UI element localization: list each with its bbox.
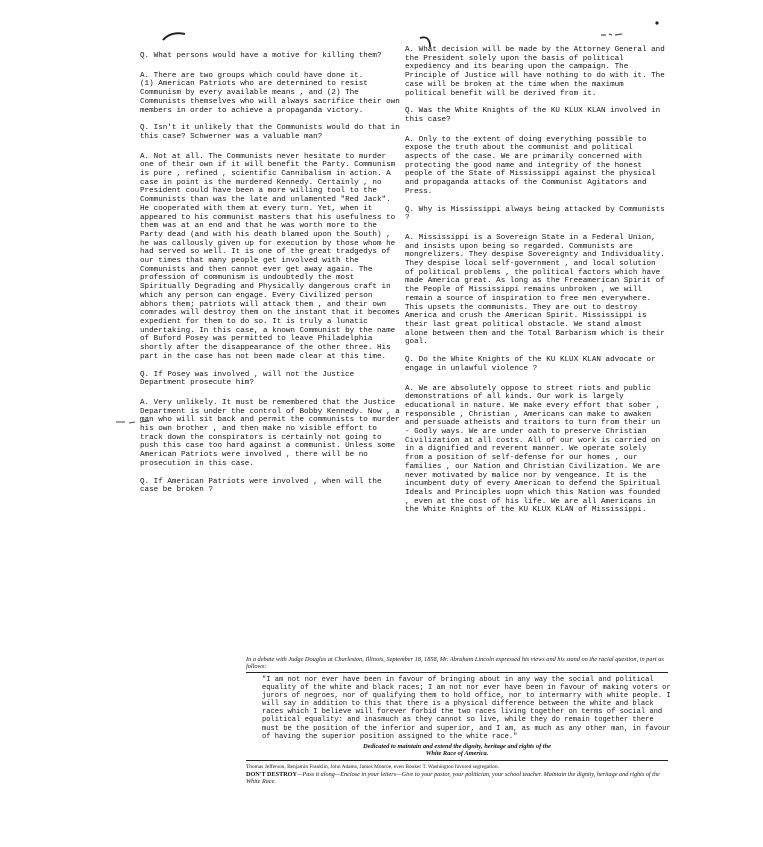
segregation-footnote: Thomas Jefferson, Benjamin Franklin, John Adams, James Monroe, even Booker T. Washington favored segregation. bbox=[246, 763, 499, 770]
lincoln-intro: In a debate with Judge Douglas at Charleston, Illinois, September 18, 1858, Mr. Abraham Lincoln expressed his views and his stand on the racial question, in part as follows: bbox=[246, 656, 664, 670]
lincoln-quote: "I am not nor ever have been in favour of bringing about in any way the social and political equality of the white and black races; I am not nor ever have been in favour of making voters or jurors of negroes, nor of qualifying them to hold office, nor to intermarry with white people. I will say in addition to this that there is a physical difference between the white and black races which I believe will forever forbid the two races living together on terms of social and political equality: and inasmuch as they cannot so live, while they do remain together there must be the position of the inferior and superior, and I am, as much as any other man, in favour of having the superior position assigned to the white race." bbox=[262, 676, 671, 741]
dont-destroy-text: —Pass it along—Enclose in your letters—Give to your pastor, your politician, your school teacher. Maintain the dignity, heritage and rights of the White Race. bbox=[246, 770, 660, 785]
divider bbox=[246, 760, 668, 761]
question-case-broken: Q. If American Patriots were involved , when will the case be broken ? bbox=[140, 477, 382, 495]
divider bbox=[246, 672, 668, 673]
answer-mississippi-attacked: A. Mississippi is a Sovereign State in a Federal Union, and insists upon being so regarded. Communists are mongrelizers. They despise Sovereignty and Individuality. They despise local self-government , and local solution of political problems , the political factors which have made America great. As long as the Freeamerican Spirit of the People of Mississippi remains unbroken , we will remain a source of inspiration to free men everywhere. This upsets the communists. They are out to destroy America and crush the American Spirit. Mississippi is their last great political obstacle. We stand almost alone between them and the Total Barbarism which is their goal. bbox=[405, 233, 665, 347]
dedication-line: Dedicated to maintain and extend the dignity, heritage and rights of the White Race of America. bbox=[363, 742, 551, 757]
answer-violence: A. We are absolutely oppose to street riots and public demonstrations of all kinds. Our work is largely educational in nature. We make every effort that sober , responsible , Christian , Americans can make to awaken and persuade atheists and traitors to turn from their un - Godly ways. We are under oath to preserve Christian Civilization at all costs. All of our work is carried on in a dignified and reverent manner. We operate solely from a position of self-defense for our homes , our families , our Nation and Christian Civilization. We are never motivated by malice nor by vengeance. It is the incumbent duty of every American to defend the Spiritual Ideals and Principles uopn which this Nation was founded , even at the cost of his life. We are all Americans in the White Knights of the KU KLUX KLAN of Mississippi. bbox=[405, 384, 661, 515]
answer-klan-involved: A. Only to the extent of doing everything possible to expose the truth about the communist and political aspects of the case. We are primarily concerned with protecting the good name and integrity of the honest people of the State of Mississippi against the physical and propaganda attacks of the Communist Agitators and Press. bbox=[405, 135, 656, 196]
dont-destroy-note bbox=[246, 771, 668, 785]
lincoln-quote-box bbox=[240, 656, 674, 785]
answer-motive: A. There are two groups which could have done it. (1) American Patriots who are determined to resist Communism by every available means , and (2) The Communists themselves who will always sacrifice their own members in order to achieve a propaganda victory. bbox=[140, 71, 400, 115]
dont-destroy-label: DON'T DESTROY bbox=[246, 770, 297, 778]
answer-case-broken: A. What decision will be made by the Attorney General and the President solely upon the basis of political expediency and its bearing upon the campaign. The Principle of Justice will have nothing to do with it. The case will be broken at the time when the maximum political benefit will be derived from it. bbox=[405, 46, 665, 98]
right-column bbox=[405, 46, 665, 524]
answer-communists-unlikely: A. Not at all. The Communists never hesitate to murder one of their own if it will benefit the Party. Communism is pure , refined , scientific Cannibalism in action. A case in point is the murdered Kennedy. Certainly , no President could have been a more willing tool to the Communists than was the late and unlamented "Red Jack". He cooperated with them at every turn. Yet, when it appeared to his communist masters that his usefulness to them was at an end and that he was worth more to the Party dead (and with his death blamed upon the South) , he was callously given up for execution by those whom he had served so well. It is one of the great tradgedys of our times that many people get involved with the Communists and then cannot ever get away again. The profession of communism is undoubtedly the most Spiritually Degrading and Physically dangerous craft in which any person can engage. Every Civilized person abhors them; patriots will attack them , and their own comrades will destroy them on the instant that it becomes expedient for them to do so. It is truly a lunatic undertaking. In this case, a known Communist by the name of Buford Posey was permitted to leave Philadelphia shortly after the disappearance of the other three. His part in the case has not been made clear at this time. bbox=[140, 152, 400, 361]
question-violence: Q. Do the White Knights of the KU KLUX KLAN advocate or engage in unlawful violence ? bbox=[405, 356, 656, 373]
question-posey: Q. If Posey was involved , will not the Justice Department prosecute him? bbox=[140, 370, 355, 388]
question-mississippi-attacked: Q. Why is Mississippi always being attacked by Communists ? bbox=[405, 205, 665, 223]
scan-mark-top-right bbox=[600, 30, 624, 38]
question-klan-involved: Q. Was the White Knights of the KU KLUX KLAN involved in this case? bbox=[405, 107, 661, 124]
answer-posey: A. Very unlikely. It must be remembered that the Justice Department is under the control of Bobby Kennedy. Now , a man who will sit back and permit the communists to murder his own brother , and then make no visible effort to track down the conspirators is certainly not going to push this case too hard against a communist. Unless some American Patriots were involved , there will be no prosecution in this case. bbox=[140, 398, 400, 468]
left-column bbox=[140, 52, 402, 506]
scan-mark-top-left bbox=[161, 29, 187, 43]
question-communists-unlikely: Q. Isn't it unlikely that the Communists would do that in this case? Schwerner was a valuable man? bbox=[140, 124, 400, 141]
scan-mark-corner bbox=[654, 20, 660, 26]
question-motive: Q. What persons would have a motive for killing them? bbox=[140, 52, 382, 60]
